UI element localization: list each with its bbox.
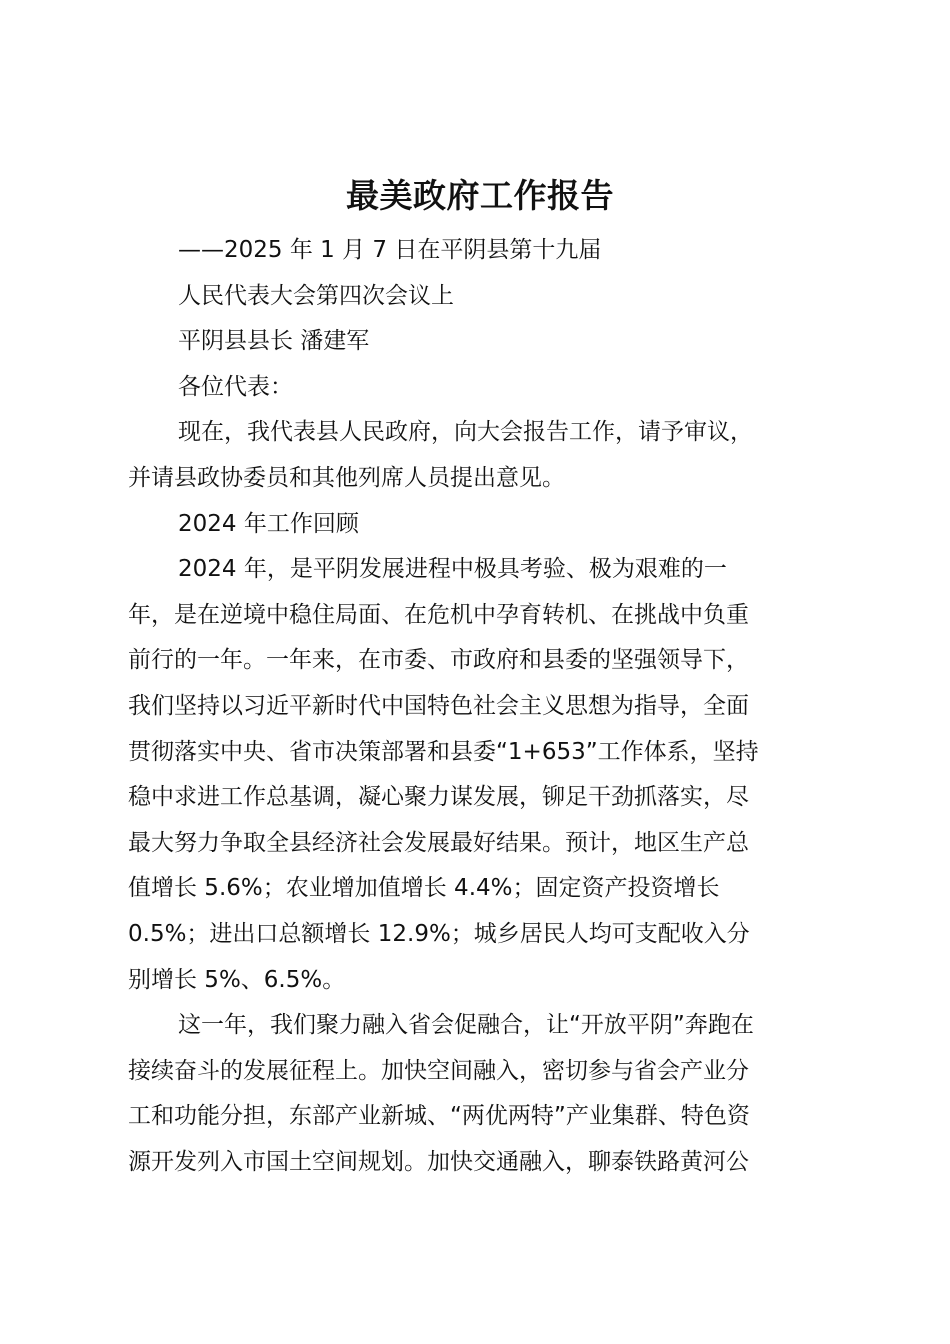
salutation: 各位代表： [178,373,293,400]
text-line: 年，是在逆境中稳住局面、在危机中孕育转机、在挑战中负重 [128,601,749,628]
text-line: 2024 年，是平阴发展进程中极具考验、极为艰难的一 [178,556,727,583]
text-line: 前行的一年。一年来，在市委、市政府和县委的坚强领导下， [128,647,749,674]
text-line: 接续奋斗的发展征程上。加快空间融入，密切参与省会产业分 [128,1057,749,1084]
text-line: 稳中求进工作总基调，凝心聚力谋发展，铆足干劲抓落实，尽 [128,784,749,811]
text-line: 最大努力争取全县经济社会发展最好结果。预计，地区生产总 [128,829,749,856]
text-line: 别增长 5%、6.5%。 [128,966,346,993]
text-line: 贯彻落实中央、省市决策部署和县委“1+653”工作体系，坚持 [128,738,759,765]
review-paragraph-1 [128,547,832,1003]
section-heading: 2024 年工作回顾 [178,510,359,537]
subtitle-line-2: 人民代表大会第四次会议上 [178,282,454,309]
author-line: 平阴县县长 潘建军 [178,328,370,355]
text-line: 现在，我代表县人民政府，向大会报告工作，请予审议， [178,419,753,446]
text-line: 这一年，我们聚力融入省会促融合，让“开放平阴”奔跑在 [178,1012,754,1039]
document-title: 最美政府工作报告 [346,176,614,215]
text-line: 工和功能分担，东部产业新城、“两优两特”产业集群、特色资 [128,1103,750,1130]
document-page [128,168,832,1185]
text-line: 0.5%；进出口总额增长 12.9%；城乡居民人均可支配收入分 [128,920,750,947]
review-paragraph-2 [128,1003,832,1185]
subtitle-line-1: ——2025 年 1 月 7 日在平阴县第十九届 [178,237,602,263]
text-line: 并请县政协委员和其他列席人员提出意见。 [128,464,565,491]
intro-paragraph [128,410,832,501]
text-line: 我们坚持以习近平新时代中国特色社会主义思想为指导，全面 [128,692,749,719]
text-line: 源开发列入市国土空间规划。加快交通融入，聊泰铁路黄河公 [128,1148,749,1175]
text-line: 值增长 5.6%；农业增加值增长 4.4%；固定资产投资增长 [128,875,720,902]
